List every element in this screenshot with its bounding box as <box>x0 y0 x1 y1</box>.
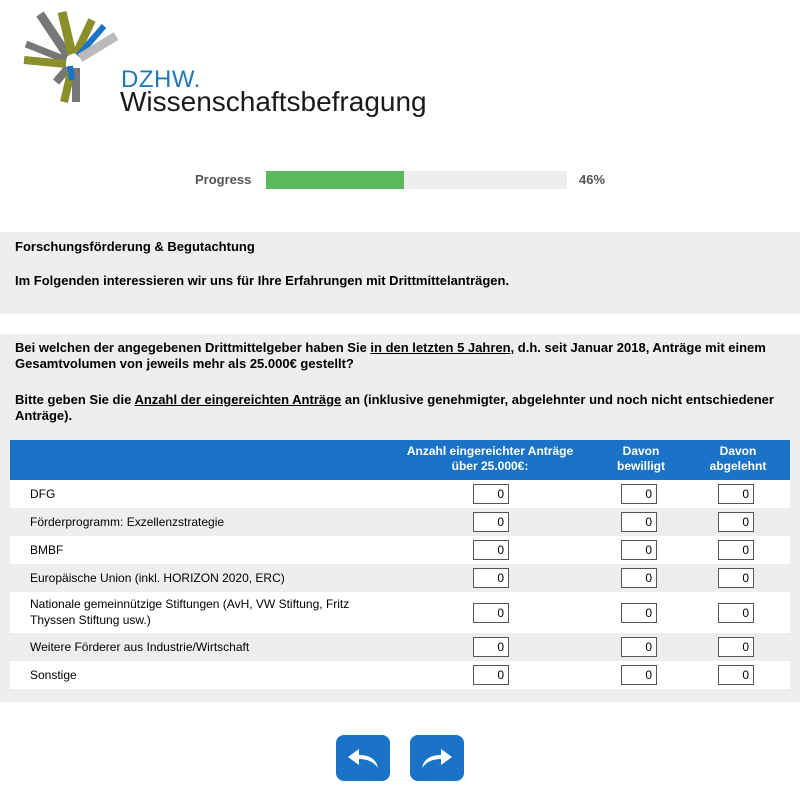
submitted-count-input[interactable] <box>473 540 509 560</box>
question-text-part: , d.h. seit Januar 2018, Anträge mit einem Gesamtvolumen von jeweils mehr als 25.000€ gestellt? <box>15 340 766 371</box>
rejected-count-input[interactable] <box>718 568 754 588</box>
column-header-rejected: Davon abgelehnt <box>709 444 767 473</box>
rejected-count-input[interactable] <box>718 540 754 560</box>
logo-rays-icon <box>20 6 120 116</box>
instruction-text-part: an (inklusive genehmigter, abgelehnter und noch nicht entschiedener Anträge). <box>15 392 774 423</box>
rejected-count-input[interactable] <box>718 512 754 532</box>
back-button[interactable] <box>336 735 390 781</box>
intro-section <box>0 232 800 314</box>
submitted-count-input[interactable] <box>473 512 509 532</box>
rejected-count-input[interactable] <box>718 665 754 685</box>
question-text <box>15 340 790 372</box>
table-row <box>10 536 790 564</box>
submitted-count-input[interactable] <box>473 484 509 504</box>
table-row <box>10 633 790 661</box>
approved-count-input[interactable] <box>621 484 657 504</box>
submitted-count-input[interactable] <box>473 637 509 657</box>
undo-arrow-icon <box>346 746 380 770</box>
submitted-count-input[interactable] <box>473 603 509 623</box>
intro-text: Im Folgenden interessieren wir uns für Ihre Erfahrungen mit Drittmittelanträgen. <box>15 273 510 288</box>
question-text-part: Bei welchen der angegebenen Drittmittelgeber haben Sie <box>15 340 371 355</box>
grants-table <box>10 440 790 689</box>
approved-count-input[interactable] <box>621 568 657 588</box>
instruction-emphasis: Anzahl der eingereichten Anträge <box>134 392 342 407</box>
table-row <box>10 592 790 633</box>
table-header <box>10 440 790 480</box>
row-label: Europäische Union (inkl. HORIZON 2020, ERC) <box>30 571 285 585</box>
logo-brand: DZHW. <box>121 66 201 93</box>
progress-percentage: 46% <box>579 172 606 187</box>
row-label: BMBF <box>30 543 64 557</box>
rejected-count-input[interactable] <box>718 637 754 657</box>
next-button[interactable] <box>410 735 464 781</box>
row-label: DFG <box>30 487 56 501</box>
approved-count-input[interactable] <box>621 665 657 685</box>
instruction-text-part: Bitte geben Sie die <box>15 392 135 407</box>
column-header-submitted: Anzahl eingereichter Anträge über 25.000€: <box>406 444 574 473</box>
table-row <box>10 564 790 592</box>
row-label: Sonstige <box>30 668 77 682</box>
logo-subtitle: Wissenschaftsbefragung <box>120 86 427 117</box>
rejected-count-input[interactable] <box>718 484 754 504</box>
row-label: Nationale gemeinnützige Stiftungen (AvH, VW Stiftung, Fritz Thyssen Stiftung usw.) <box>30 597 350 627</box>
submitted-count-input[interactable] <box>473 665 509 685</box>
approved-count-input[interactable] <box>621 512 657 532</box>
section-title: Forschungsförderung & Begutachtung <box>15 239 255 254</box>
progress-bar <box>266 171 567 189</box>
approved-count-input[interactable] <box>621 540 657 560</box>
table-row <box>10 508 790 536</box>
rejected-count-input[interactable] <box>718 603 754 623</box>
column-header-approved: Davon bewilligt <box>617 444 665 473</box>
instruction-text <box>15 392 790 424</box>
row-label: Förderprogramm: Exzellenzstrategie <box>30 515 225 529</box>
approved-count-input[interactable] <box>621 603 657 623</box>
row-label: Weitere Förderer aus Industrie/Wirtschaft <box>30 640 250 654</box>
question-panel <box>0 334 800 702</box>
approved-count-input[interactable] <box>621 637 657 657</box>
redo-arrow-icon <box>420 746 454 770</box>
progress-bar-fill <box>266 171 404 189</box>
table-row <box>10 480 790 508</box>
dzhw-logo <box>20 6 427 117</box>
table-row <box>10 661 790 689</box>
submitted-count-input[interactable] <box>473 568 509 588</box>
progress-label: Progress <box>195 172 252 187</box>
question-emphasis: in den letzten 5 Jahren <box>370 340 511 355</box>
